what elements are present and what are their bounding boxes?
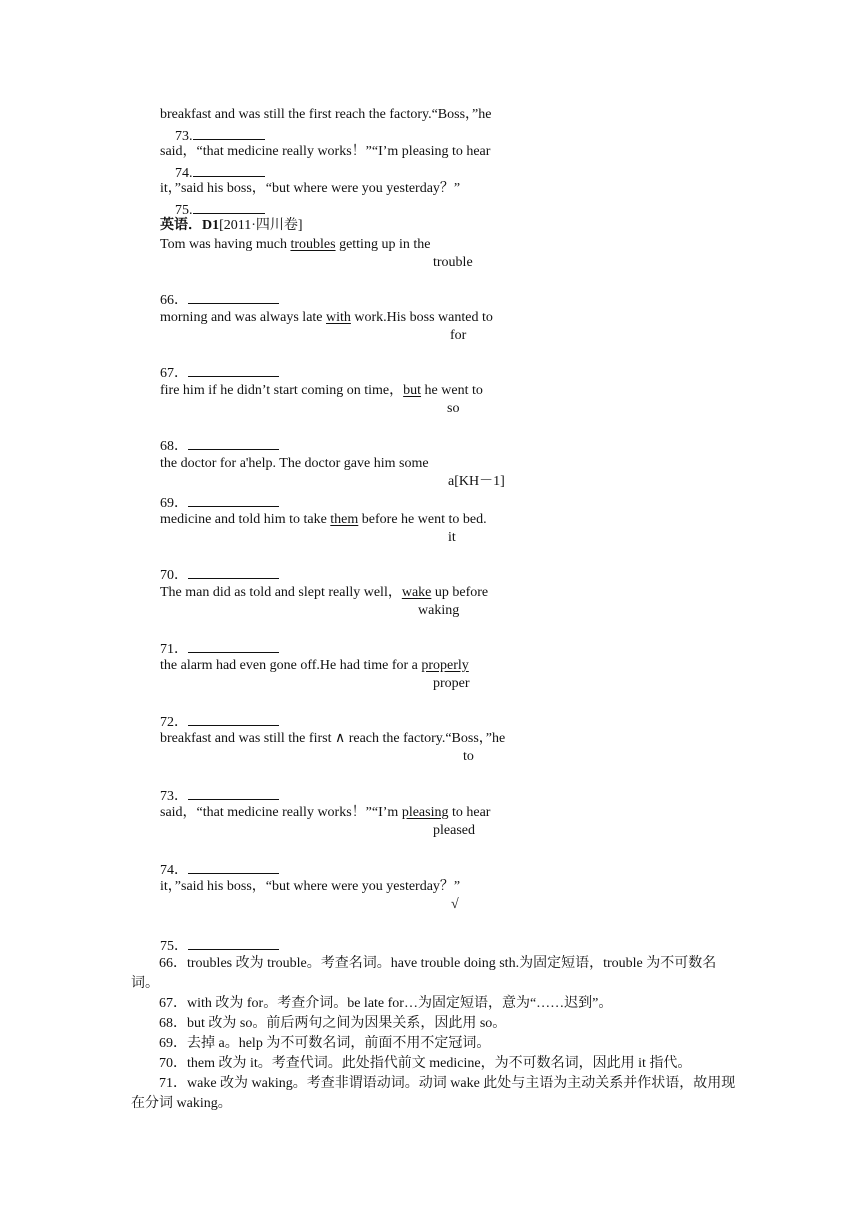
- item-number: 74．: [160, 863, 188, 878]
- passage-line: [160, 455, 429, 473]
- item-number: 73．: [160, 789, 188, 804]
- correction: proper: [433, 676, 470, 691]
- section-heading: 英语．D1[2011·四川卷]: [160, 218, 303, 233]
- answer-blank: [160, 859, 279, 880]
- explanation-70: 70．them 改为 it。考查代词。此处指代前文 medicine，为不可数名词，因此用 it 指代。: [159, 1056, 692, 1071]
- passage-line: [160, 511, 487, 529]
- answer-blank-73: 73.: [175, 125, 265, 146]
- answer-blank: [160, 638, 279, 659]
- correction: a[KH－1]: [448, 474, 505, 489]
- answer-blank: [160, 935, 279, 956]
- error-word: pleasing: [401, 805, 449, 820]
- passage-line: [160, 804, 490, 822]
- error-word: troubles: [290, 237, 336, 252]
- explanation-67: 67．with 改为 for。考查介词。be late for…为固定短语，意为“……迟到”。: [159, 996, 613, 1011]
- passage-text: said，“that medicine really works！”“I’m: [160, 805, 402, 820]
- passage-line: it，”said his boss，“but where were you yesterday？”: [160, 181, 461, 196]
- passage-line: [160, 878, 460, 896]
- blank-line: [188, 638, 279, 653]
- error-word: them: [330, 512, 359, 527]
- item-number: 66．: [160, 293, 188, 308]
- passage-text: it，”said his boss，“but where were you yesterday？”: [160, 879, 461, 894]
- blank-line: [188, 492, 279, 507]
- item-number: 72．: [160, 715, 188, 730]
- passage-line: [160, 584, 488, 602]
- correction: trouble: [433, 255, 473, 270]
- passage-text: to hear: [448, 805, 491, 820]
- answer-blank: [160, 711, 279, 732]
- correction: so: [447, 401, 460, 416]
- correction: to: [463, 749, 474, 764]
- passage-line: said，“that medicine really works！”“I’m pleasing to hear: [160, 144, 491, 159]
- correction: pleased: [433, 823, 475, 838]
- correction: waking: [418, 603, 460, 618]
- explanations: [131, 954, 737, 1114]
- error-word: properly: [421, 658, 469, 673]
- item-number: 67．: [160, 366, 188, 381]
- passage-text: he went to: [421, 383, 483, 398]
- error-word: but: [403, 383, 422, 398]
- item-number: 69．: [160, 496, 188, 511]
- passage-text: getting up in the: [335, 237, 431, 252]
- answer-blank: [160, 785, 279, 806]
- explanation-69: 69．去掉 a。help 为不可数名词，前面不用不定冠词。: [159, 1036, 491, 1051]
- correction: for: [450, 328, 467, 343]
- blank-line: [188, 711, 279, 726]
- answer-blank: [160, 564, 279, 585]
- answer-blank: [160, 289, 279, 310]
- error-word: with: [326, 310, 351, 325]
- passage-text: The man did as told and slept really well，: [160, 585, 402, 600]
- blank-line: [188, 935, 279, 950]
- item-number: 70．: [160, 568, 188, 583]
- blank-line: [188, 859, 279, 874]
- item-number: 75．: [160, 939, 188, 954]
- passage-line: [160, 236, 430, 254]
- blank-line: [188, 362, 279, 377]
- blank-line: [188, 785, 279, 800]
- passage-text: the doctor for a'help. The doctor gave him some: [160, 456, 429, 471]
- blank-line: [188, 564, 279, 579]
- explanation-66: 66．troubles 改为 trouble。考查名词。have trouble doing sth.为固定短语，trouble 为不可数名词。: [131, 956, 717, 991]
- blank-line: [188, 435, 279, 450]
- correction: it: [448, 530, 456, 545]
- error-word: wake: [401, 585, 432, 600]
- passage-text: medicine and told him to take: [160, 512, 331, 527]
- passage-text: breakfast and was still the first ∧ reach the factory.“Boss，”he: [160, 731, 506, 746]
- answer-blank: [160, 492, 279, 513]
- answer-blank: [160, 435, 279, 456]
- correction: √: [451, 897, 459, 912]
- passage-line: breakfast and was still the first reach the factory.“Boss，”he: [160, 107, 492, 122]
- passage-line: [160, 309, 493, 327]
- passage-text: Tom was having much: [160, 237, 291, 252]
- passage-line: [160, 730, 505, 748]
- answer-blank: [160, 362, 279, 383]
- blank-line: [188, 289, 279, 304]
- passage-text: before he went to bed.: [358, 512, 487, 527]
- explanation-71: 71．wake 改为 waking。考查非谓语动词。动词 wake 此处与主语为主动关系并作状语，故用现在分词 waking。: [131, 1076, 736, 1111]
- answer-blank-74: 74.: [175, 162, 265, 183]
- item-number: 68．: [160, 439, 188, 454]
- passage-text: the alarm had even gone off.He had time for a: [160, 658, 422, 673]
- explanation-68: 68．but 改为 so。前后两句之间为因果关系，因此用 so。: [159, 1016, 507, 1031]
- passage-text: morning and was always late: [160, 310, 327, 325]
- answer-blank-75: 75.: [175, 199, 265, 220]
- passage-line: [160, 657, 469, 675]
- item-number: 71．: [160, 642, 188, 657]
- passage-line: [160, 382, 483, 400]
- passage-text: up before: [431, 585, 489, 600]
- passage-text: fire him if he didn’t start coming on time，: [160, 383, 404, 398]
- passage-text: work.His boss wanted to: [350, 310, 493, 325]
